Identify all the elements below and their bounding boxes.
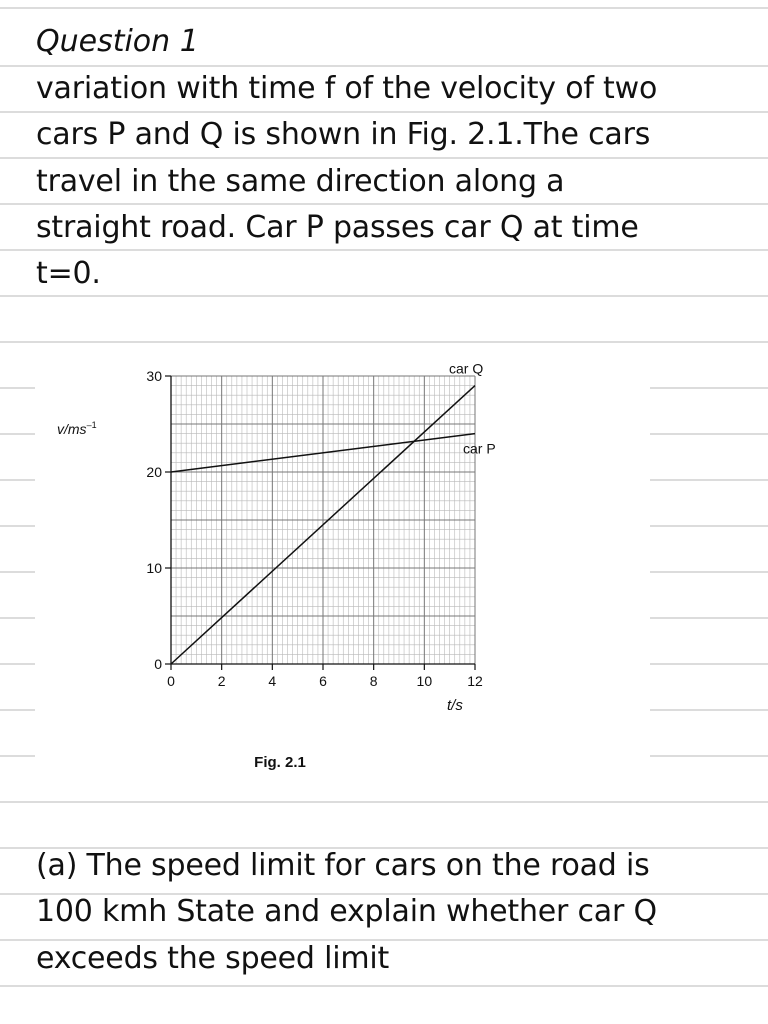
series-label-car-q: car Q: [449, 360, 484, 377]
x-tick-label: 8: [369, 673, 378, 689]
x-axis-label: t/s: [447, 697, 463, 714]
intro-line: t=0.: [36, 256, 101, 292]
velocity-time-chart: [35, 344, 650, 784]
question-heading: Question 1: [36, 24, 199, 59]
part-a-line: 100 kmh State and explain whether car Q: [36, 894, 657, 930]
figure-2-1: [35, 344, 650, 784]
y-tick-label: 0: [154, 656, 162, 672]
x-tick-label: 12: [467, 673, 483, 689]
figure-caption: Fig. 2.1: [254, 754, 306, 771]
part-a-line: exceeds the speed limit: [36, 940, 390, 976]
part-a-question: [36, 843, 736, 982]
x-tick-label: 0: [167, 673, 175, 689]
intro-line: travel in the same direction along a: [36, 163, 565, 199]
intro-line: straight road. Car P passes car Q at time: [36, 209, 639, 245]
x-tick-label: 4: [268, 673, 277, 689]
x-tick-label: 6: [319, 673, 327, 689]
part-a-line: (a) The speed limit for cars on the road is: [36, 848, 650, 883]
series-label-car-p: car P: [463, 440, 496, 457]
y-tick-label: 30: [146, 368, 162, 384]
y-tick-label: 20: [146, 464, 162, 480]
y-axis-label: $v/ms^{-1}$: [57, 420, 97, 437]
intro-line: cars P and Q is shown in Fig. 2.1.The cars: [36, 117, 651, 153]
x-tick-label: 10: [416, 673, 433, 689]
question-intro: [36, 66, 736, 297]
intro-line: variation with time f of the velocity of two: [36, 71, 658, 106]
x-tick-label: 2: [217, 673, 226, 689]
y-tick-label: 10: [146, 560, 162, 576]
